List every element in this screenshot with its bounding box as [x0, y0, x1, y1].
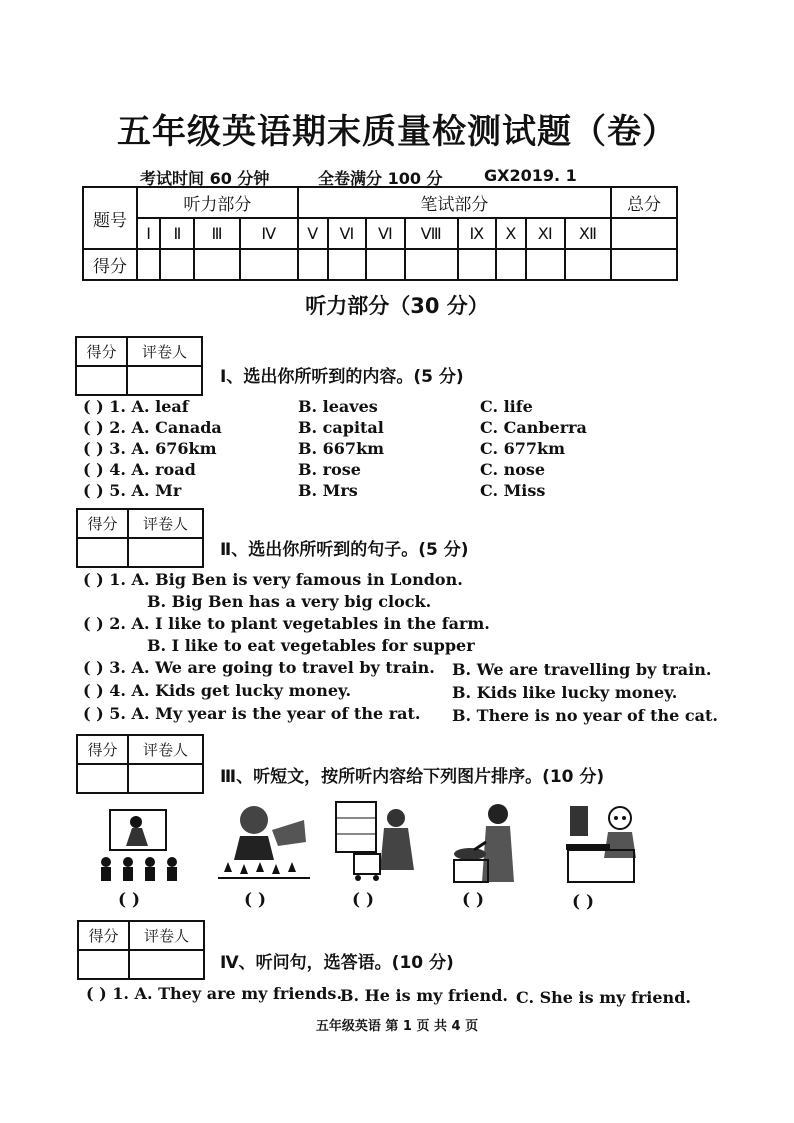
numeral-cell: Ⅺ [526, 218, 565, 249]
grader-name-blank[interactable] [127, 366, 202, 395]
row-label-score: 得分 [83, 249, 137, 280]
part2-item-2-a: ( ) 2. A. I like to plant vegetables in the farm. [83, 614, 490, 633]
part2-item-1-a: ( ) 1. A. Big Ben is very famous in London. [83, 570, 463, 589]
row-label-number: 题号 [83, 187, 137, 249]
part4-item-1-c: C. She is my friend. [516, 988, 691, 1007]
picture-answer-blank[interactable]: ( ) [572, 892, 595, 912]
part2-item-4-b: B. Kids like lucky money. [452, 683, 678, 702]
picture-answer-blank[interactable]: ( ) [352, 890, 375, 910]
score-blank-cell[interactable] [526, 249, 565, 280]
part2-item-3-b: B. We are travelling by train. [452, 660, 712, 679]
numeral-cell: Ⅳ [240, 218, 298, 249]
part3-heading: Ⅲ、听短文，按所听内容给下列图片排序。(10 分) [220, 767, 605, 787]
grader-box [77, 920, 205, 980]
grader-score-label: 得分 [76, 337, 127, 366]
total-header: 总分 [611, 187, 677, 218]
numeral-cell: Ⅴ [298, 218, 328, 249]
part1-item-5-a: ( ) 5. A. Mr [83, 481, 182, 500]
score-blank-cell[interactable] [298, 249, 328, 280]
grader-label: 评卷人 [127, 337, 202, 366]
grader-score-blank[interactable] [76, 366, 127, 395]
part1-item-5-c: C. Miss [480, 481, 546, 500]
numeral-cell: Ⅸ [458, 218, 496, 249]
part2-item-2-b: B. I like to eat vegetables for supper [147, 636, 475, 655]
score-blank-cell[interactable] [611, 249, 677, 280]
part1-item-1-c: C. life [480, 397, 533, 416]
part1-item-1-a: ( ) 1. A. leaf [83, 397, 189, 416]
audience-watching-stage-picture [96, 806, 186, 884]
grader-box [76, 508, 204, 568]
numeral-cell: Ⅵ [328, 218, 367, 249]
people-shopping-picture [334, 798, 420, 884]
score-blank-cell[interactable] [366, 249, 405, 280]
part2-item-5-b: B. There is no year of the cat. [452, 706, 718, 725]
grader-name-blank[interactable] [129, 950, 204, 979]
grader-score-blank[interactable] [77, 538, 128, 567]
part1-item-4-b: B. rose [298, 460, 361, 479]
picture-answer-blank[interactable]: ( ) [118, 890, 141, 910]
score-blank-cell[interactable] [496, 249, 526, 280]
part4-heading: Ⅳ、听问句，选答语。(10 分) [220, 953, 454, 973]
written-header: 笔试部分 [298, 187, 611, 218]
score-blank-cell[interactable] [137, 249, 160, 280]
numeral-cell: Ⅷ [405, 218, 458, 249]
score-blank-cell[interactable] [405, 249, 458, 280]
part4-item-1-a: ( ) 1. A. They are my friends. [86, 984, 343, 1003]
part1-item-4-a: ( ) 4. A. road [83, 460, 196, 479]
score-blank-cell[interactable] [240, 249, 298, 280]
grader-box [76, 734, 204, 794]
part2-heading: Ⅱ、选出你所听到的句子。(5 分) [220, 540, 469, 560]
listening-header: 听力部分 [137, 187, 298, 218]
grader-score-blank[interactable] [77, 764, 128, 793]
part1-item-2-b: B. capital [298, 418, 384, 437]
page-title: 五年级英语期末质量检测试题（卷） [117, 112, 677, 152]
grader-score-blank[interactable] [78, 950, 129, 979]
numeral-cell: Ⅵ [366, 218, 405, 249]
grader-score-label: 得分 [77, 509, 128, 538]
woman-cooking-picture [452, 798, 524, 884]
part1-item-2-c: C. Canberra [480, 418, 587, 437]
grader-label: 评卷人 [129, 921, 204, 950]
grader-box [75, 336, 203, 396]
grader-name-blank[interactable] [128, 538, 203, 567]
picture-answer-blank[interactable]: ( ) [244, 890, 267, 910]
numeral-cell: Ⅻ [565, 218, 611, 249]
exam-code: GX2019. 1 [484, 166, 577, 185]
part2-item-3-a: ( ) 3. A. We are going to travel by train. [83, 658, 435, 677]
part2-item-5-a: ( ) 5. A. My year is the year of the rat. [83, 704, 421, 723]
exam-time: 考试时间 60 分钟 [140, 169, 270, 188]
numeral-cell: Ⅲ [194, 218, 239, 249]
grader-score-label: 得分 [77, 735, 128, 764]
part4-item-1-b: B. He is my friend. [340, 986, 508, 1005]
full-score: 全卷满分 100 分 [318, 169, 443, 188]
part1-item-2-a: ( ) 2. A. Canada [83, 418, 222, 437]
total-blank-cell[interactable] [611, 218, 677, 249]
score-blank-cell[interactable] [458, 249, 496, 280]
grader-name-blank[interactable] [128, 764, 203, 793]
score-blank-cell[interactable] [160, 249, 194, 280]
part1-item-3-a: ( ) 3. A. 676km [83, 439, 217, 458]
part1-item-1-b: B. leaves [298, 397, 378, 416]
part1-item-5-b: B. Mrs [298, 481, 358, 500]
woman-at-computer-picture [566, 798, 644, 884]
score-blank-cell[interactable] [194, 249, 239, 280]
grader-score-label: 得分 [78, 921, 129, 950]
part2-item-4-a: ( ) 4. A. Kids get lucky money. [83, 681, 352, 700]
picture-answer-blank[interactable]: ( ) [462, 890, 485, 910]
part1-item-4-c: C. nose [480, 460, 546, 479]
part1-heading: Ⅰ、选出你所听到的内容。(5 分) [220, 367, 464, 387]
numeral-cell: Ⅰ [137, 218, 160, 249]
part1-item-3-c: C. 677km [480, 439, 566, 458]
page-footer: 五年级英语 第 1 页 共 4 页 [315, 1019, 479, 1034]
score-blank-cell[interactable] [328, 249, 367, 280]
listening-section-title: 听力部分（30 分） [305, 294, 489, 318]
numeral-cell: Ⅹ [496, 218, 526, 249]
score-blank-cell[interactable] [565, 249, 611, 280]
score-table [82, 186, 678, 281]
grader-label: 评卷人 [128, 509, 203, 538]
part2-item-1-b: B. Big Ben has a very big clock. [147, 592, 432, 611]
family-farming-picture [218, 800, 310, 884]
numeral-cell: Ⅱ [160, 218, 194, 249]
part1-item-3-b: B. 667km [298, 439, 385, 458]
grader-label: 评卷人 [128, 735, 203, 764]
